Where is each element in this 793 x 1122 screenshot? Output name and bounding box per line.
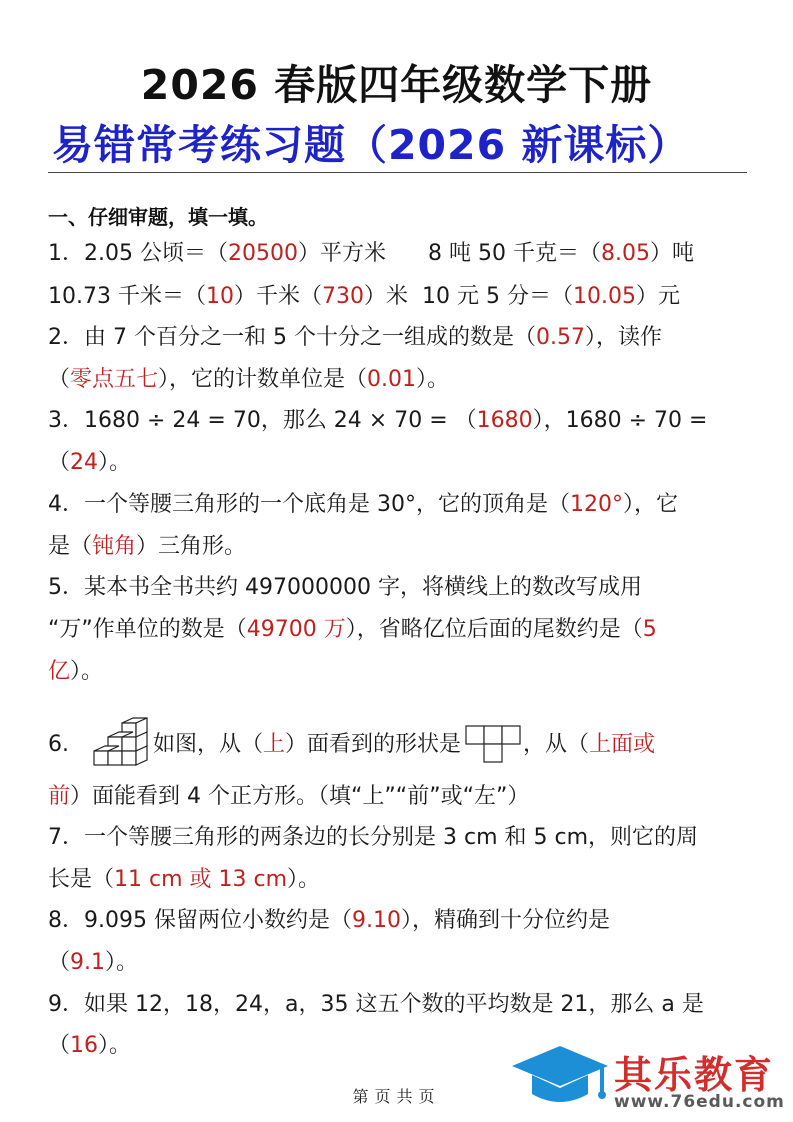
question-2-line-1: 2．由 7 个百分之一和 5 个十分之一组成的数是（0.57），读作	[48, 325, 662, 350]
graduation-cap-icon	[510, 1042, 610, 1112]
answer: 亿	[48, 659, 71, 684]
question-6-line-2: 前）面能看到 4 个正方形。（填“上”“前”或“左”）	[48, 784, 530, 809]
answer: 上面或	[589, 732, 656, 757]
question-5-line-1: 5．某本书全书共约 497000000 字，将横线上的数改写成用	[48, 575, 642, 600]
answer: 前	[48, 784, 71, 809]
answer: 1680	[476, 408, 533, 433]
answer: 零点五七	[70, 367, 159, 392]
question-1-line-2: 10.73 千米＝（10）千米（730）米 10 元 5 分＝（10.05）元	[48, 284, 680, 309]
title-divider	[48, 172, 747, 173]
page-title: 2026 春版四年级数学下册	[140, 61, 653, 109]
question-3-line-1: 3．1680 ÷ 24 = 70，那么 24 × 70 = （1680），1680 ÷ 70 =	[48, 408, 708, 433]
question-4-line-2: 是（钝角）三角形。	[48, 534, 247, 559]
answer: 11 cm 或 13 cm	[114, 867, 288, 892]
brand-logo	[510, 1042, 785, 1114]
answer: 20500	[227, 241, 298, 266]
cube-stack-figure-icon	[85, 717, 153, 773]
page-subtitle: 易错常考练习题（2026 新课标）	[52, 121, 690, 169]
answer: 8.05	[600, 241, 650, 266]
answer: 120°	[570, 492, 623, 517]
brand-url: www.76edu.com	[614, 1092, 785, 1112]
question-7-line-2: 长是（11 cm 或 13 cm）。	[48, 867, 321, 892]
answer: 24	[70, 450, 99, 475]
question-8-line-1: 8．9.095 保留两位小数约是（9.10），精确到十分位约是	[48, 908, 610, 933]
question-5-line-2: “万”作单位的数是（49700 万），省略亿位后面的尾数约是（5	[48, 617, 657, 642]
answer: 上	[263, 732, 286, 757]
answer: 0.57	[535, 325, 585, 350]
page-footer: 第页共页	[352, 1087, 441, 1106]
question-1-line-1: 1．2.05 公顷＝（20500）平方米 8 吨 50 千克＝（8.05）吨	[48, 241, 694, 266]
question-8-line-2: （9.1）。	[48, 950, 139, 975]
answer: 730	[322, 284, 364, 309]
brand-name: 其乐教育	[614, 1053, 775, 1097]
answer: 9.1	[70, 950, 106, 975]
answer: 16	[70, 1033, 99, 1058]
question-3-line-2: （24）。	[48, 450, 132, 475]
answer: 10.05	[573, 284, 636, 309]
question-9-line-2: （16）。	[48, 1033, 132, 1058]
answer: 10	[205, 284, 234, 309]
question-4-line-1: 4．一个等腰三角形的一个底角是 30°，它的顶角是（120°），它	[48, 492, 679, 517]
question-2-line-2: （零点五七），它的计数单位是（0.01）。	[48, 367, 450, 392]
answer: 0.01	[367, 367, 417, 392]
question-5-line-3: 亿）。	[48, 659, 104, 684]
question-9-line-1: 9．如果 12，18，24，a，35 这五个数的平均数是 21，那么 a 是	[48, 992, 704, 1017]
answer: 钝角	[92, 534, 137, 559]
answer: 5	[642, 617, 657, 642]
answer: 9.10	[351, 908, 401, 933]
question-7-line-1: 7．一个等腰三角形的两条边的长分别是 3 cm 和 5 cm，则它的周	[48, 825, 699, 850]
section-heading: 一、仔细审题，填一填。	[48, 205, 268, 229]
answer: 49700 万	[246, 617, 346, 642]
question-6-line-1: 6. 如图，从（上）面看到的形状是 ，从（上面或	[48, 716, 655, 774]
top-view-squares-figure-icon	[465, 725, 523, 765]
